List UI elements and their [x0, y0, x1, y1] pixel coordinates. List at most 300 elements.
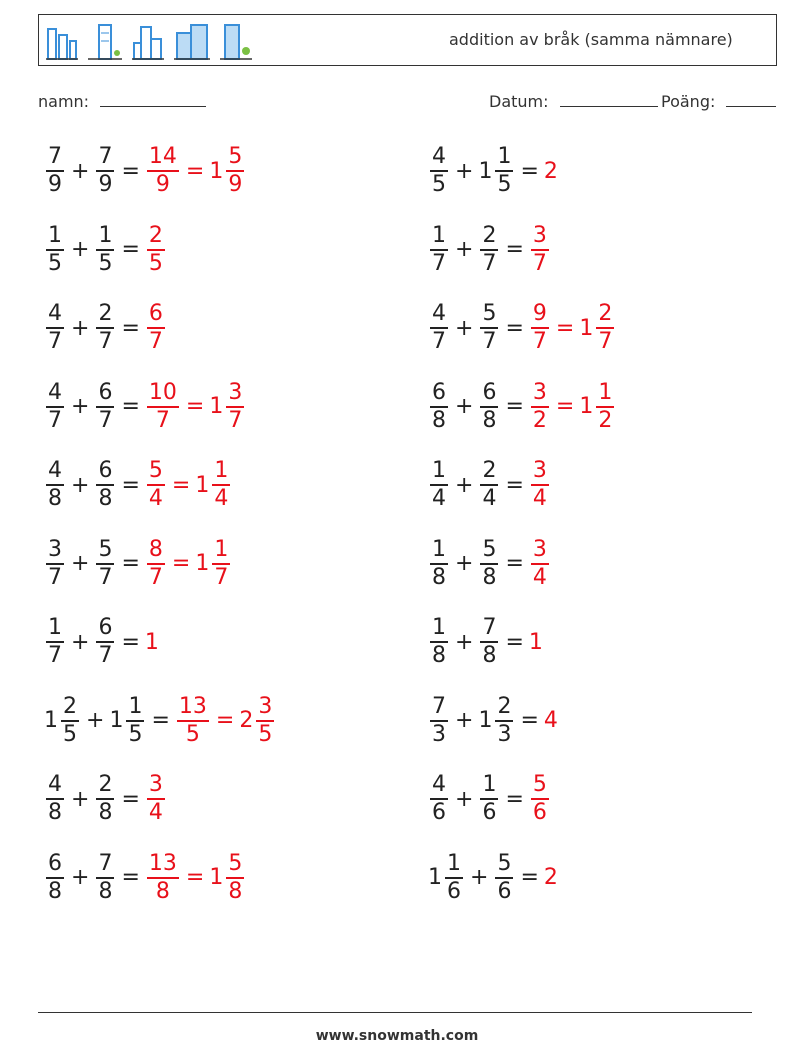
number	[94, 223, 116, 277]
numerator: 1	[447, 850, 461, 876]
problem-11	[44, 534, 232, 594]
denominator: 7	[98, 329, 113, 354]
denominator: 2	[598, 407, 613, 433]
answer	[145, 772, 167, 826]
fraction	[480, 458, 498, 512]
number	[94, 380, 116, 434]
problem-12	[428, 534, 551, 594]
denominator: 7	[48, 329, 62, 354]
building-icon-2	[87, 21, 123, 61]
equals-sign: =	[505, 394, 524, 419]
fraction	[480, 772, 498, 826]
fraction	[46, 301, 64, 355]
fraction	[531, 772, 549, 826]
denominator: 7	[532, 250, 547, 276]
number	[428, 223, 450, 277]
plus-sign: +	[71, 865, 90, 890]
numerator: 5	[228, 850, 243, 876]
fraction	[430, 458, 448, 512]
denominator: 8	[482, 643, 497, 668]
number	[428, 615, 450, 669]
numerator: 4	[432, 772, 446, 797]
fraction	[256, 694, 274, 748]
number	[145, 630, 160, 655]
numerator: 5	[532, 772, 547, 797]
problem-5	[44, 298, 167, 358]
number	[529, 537, 551, 591]
equals-sign: =	[555, 394, 575, 419]
equals-sign: =	[121, 786, 140, 812]
plus-sign: +	[455, 158, 474, 184]
number	[428, 458, 450, 512]
score-line	[726, 92, 776, 107]
equals-sign: =	[520, 708, 539, 733]
fraction	[46, 615, 64, 669]
numerator: 1	[98, 222, 113, 248]
whole-part: 1	[579, 315, 594, 341]
fraction	[212, 458, 230, 512]
plus-sign: +	[455, 629, 474, 655]
plus-sign: +	[455, 708, 474, 733]
problem-2	[428, 141, 559, 201]
number	[544, 159, 559, 184]
number	[493, 851, 515, 905]
number	[209, 851, 246, 905]
number	[94, 851, 116, 905]
footer-url: www.snowmath.com	[315, 1028, 479, 1044]
denominator: 7	[228, 407, 243, 433]
equals-sign: =	[171, 472, 191, 498]
equals-sign: =	[520, 865, 539, 890]
denominator: 7	[48, 564, 62, 590]
denominator: 2	[532, 407, 547, 433]
number	[175, 694, 211, 748]
plus-sign: +	[71, 394, 90, 419]
plus-sign: +	[71, 629, 90, 655]
numerator: 2	[98, 301, 113, 326]
numerator: 2	[98, 772, 113, 797]
denominator: 3	[497, 721, 512, 747]
number	[478, 301, 500, 355]
number	[44, 458, 66, 512]
denominator: 7	[598, 329, 613, 354]
fraction	[480, 301, 498, 355]
fraction	[430, 223, 448, 277]
numerator: 4	[48, 301, 62, 326]
numerator: 5	[482, 536, 497, 562]
name-label: namn:	[38, 92, 90, 111]
fraction	[430, 537, 448, 591]
numerator: 1	[432, 458, 446, 483]
numerator: 7	[432, 693, 446, 719]
number	[145, 537, 167, 591]
answer	[145, 380, 246, 434]
date-field	[489, 92, 658, 111]
answer	[529, 380, 616, 434]
denominator: 4	[148, 800, 163, 825]
whole-part: 1	[144, 629, 159, 655]
number	[44, 380, 66, 434]
answer	[544, 708, 559, 733]
denominator: 5	[497, 172, 512, 197]
numerator: 3	[228, 379, 243, 405]
number	[145, 458, 167, 512]
whole-part: 1	[44, 708, 58, 733]
fraction	[430, 615, 448, 669]
number	[44, 301, 66, 355]
numerator: 2	[482, 458, 497, 483]
numerator: 3	[48, 536, 62, 562]
numerator: 10	[148, 379, 177, 405]
denominator: 8	[48, 800, 62, 825]
number	[529, 630, 544, 655]
plus-sign: +	[455, 315, 474, 341]
numerator: 9	[532, 301, 547, 326]
fraction	[96, 144, 114, 198]
plus-sign: +	[86, 708, 105, 733]
number	[428, 694, 450, 748]
numerator: 4	[48, 379, 62, 405]
whole-part: 2	[543, 158, 558, 184]
numerator: 4	[48, 458, 62, 483]
number	[428, 537, 450, 591]
denominator: 6	[432, 800, 446, 825]
denominator: 8	[155, 878, 170, 904]
denominator: 5	[258, 721, 273, 747]
fraction	[46, 380, 64, 434]
fraction	[212, 537, 230, 591]
whole-part: 1	[209, 394, 224, 419]
numerator: 7	[48, 144, 62, 169]
denominator: 7	[148, 564, 163, 590]
answer	[145, 144, 246, 198]
denominator: 7	[214, 564, 229, 590]
denominator: 7	[532, 329, 547, 354]
denominator: 8	[48, 878, 62, 904]
worksheet-title: addition av bråk (samma nämnare)	[449, 30, 733, 49]
numerator: 7	[98, 144, 113, 169]
whole-part: 2	[543, 865, 558, 890]
numerator: 1	[598, 379, 613, 405]
problem-3	[44, 220, 167, 280]
denominator: 7	[482, 329, 497, 354]
denominator: 4	[532, 486, 547, 511]
fraction	[531, 223, 549, 277]
denominator: 6	[482, 800, 497, 825]
numerator: 5	[482, 301, 497, 326]
fraction	[46, 144, 64, 198]
denominator: 5	[128, 721, 143, 747]
number	[428, 851, 465, 905]
number	[478, 144, 515, 198]
denominator: 7	[432, 329, 446, 354]
number	[529, 223, 551, 277]
fraction	[46, 223, 64, 277]
whole-part: 1	[478, 708, 493, 733]
equals-sign: =	[121, 472, 140, 498]
numerator: 6	[98, 615, 113, 640]
number	[94, 615, 116, 669]
numerator: 3	[532, 458, 547, 483]
building-icon-5	[219, 21, 253, 61]
numerator: 3	[258, 693, 273, 719]
fraction	[96, 772, 114, 826]
denominator: 5	[98, 250, 113, 276]
date-line	[560, 92, 658, 107]
denominator: 7	[148, 329, 163, 354]
fraction	[531, 301, 549, 355]
whole-part: 1	[209, 865, 224, 890]
equals-sign: =	[171, 551, 191, 576]
numerator: 2	[63, 693, 77, 719]
numerator: 5	[98, 536, 113, 562]
answer	[529, 301, 616, 355]
denominator: 8	[482, 564, 497, 590]
number	[145, 144, 181, 198]
plus-sign: +	[71, 315, 90, 341]
denominator: 9	[228, 172, 243, 197]
fraction	[226, 144, 244, 198]
denominator: 8	[98, 878, 113, 904]
worksheet-header	[38, 14, 777, 66]
denominator: 7	[482, 250, 497, 276]
fraction	[96, 301, 114, 355]
plus-sign: +	[470, 865, 489, 890]
problem-9	[44, 455, 232, 515]
fraction	[226, 851, 244, 905]
equals-sign: =	[505, 237, 524, 262]
denominator: 6	[497, 878, 512, 904]
problem-19	[44, 848, 246, 908]
number	[544, 708, 559, 733]
fraction	[531, 458, 549, 512]
number	[145, 223, 167, 277]
problem-20	[428, 848, 559, 908]
number	[478, 537, 500, 591]
fraction	[147, 223, 165, 277]
numerator: 3	[532, 379, 547, 405]
number	[428, 772, 450, 826]
fraction	[226, 380, 244, 434]
denominator: 7	[155, 407, 170, 433]
denominator: 8	[432, 643, 446, 668]
numerator: 1	[432, 615, 446, 640]
equals-sign: =	[505, 315, 524, 341]
score-label: Poäng:	[661, 92, 716, 111]
number	[579, 301, 616, 355]
score-field	[661, 92, 776, 111]
fraction	[480, 380, 498, 434]
plus-sign: +	[71, 551, 90, 576]
equals-sign: =	[121, 865, 140, 890]
equals-sign: =	[151, 708, 170, 733]
fraction	[480, 223, 498, 277]
whole-part: 1	[528, 629, 543, 655]
number	[44, 223, 66, 277]
number	[239, 694, 276, 748]
fraction	[147, 380, 179, 434]
denominator: 5	[148, 250, 163, 276]
fraction	[445, 851, 463, 905]
number	[529, 380, 551, 434]
denominator: 4	[214, 486, 229, 511]
number	[478, 615, 500, 669]
number	[145, 772, 167, 826]
number	[544, 865, 559, 890]
problem-6	[428, 298, 616, 358]
equals-sign: =	[185, 394, 205, 419]
fraction	[430, 301, 448, 355]
plus-sign: +	[455, 551, 474, 576]
name-field	[38, 92, 206, 111]
numerator: 14	[148, 144, 177, 169]
number	[94, 301, 116, 355]
number	[195, 537, 232, 591]
problem-10	[428, 455, 551, 515]
equals-sign: =	[505, 629, 524, 655]
fraction	[46, 772, 64, 826]
numerator: 6	[98, 379, 113, 405]
number	[44, 144, 66, 198]
denominator: 7	[98, 564, 113, 590]
numerator: 1	[482, 772, 497, 797]
fraction	[147, 851, 179, 905]
answer	[544, 159, 559, 184]
building-icon-4	[173, 21, 211, 61]
numerator: 7	[482, 615, 497, 640]
number	[145, 301, 167, 355]
numerator: 6	[432, 379, 446, 405]
number	[94, 537, 116, 591]
number	[529, 772, 551, 826]
numerator: 13	[148, 850, 177, 876]
whole-part: 2	[239, 708, 254, 733]
denominator: 6	[447, 878, 461, 904]
fraction	[147, 537, 165, 591]
denominator: 8	[482, 407, 497, 433]
header-icons	[45, 21, 253, 61]
whole-part: 1	[478, 158, 493, 184]
fraction	[96, 851, 114, 905]
numerator: 13	[178, 693, 207, 719]
plus-sign: +	[71, 472, 90, 498]
numerator: 1	[48, 222, 62, 248]
answer	[529, 630, 544, 655]
equals-sign: =	[215, 708, 235, 733]
plus-sign: +	[71, 786, 90, 812]
fraction	[46, 458, 64, 512]
denominator: 8	[432, 407, 446, 433]
numerator: 1	[497, 144, 512, 169]
answer	[529, 537, 551, 591]
fraction	[96, 615, 114, 669]
fraction	[495, 694, 513, 748]
number	[209, 144, 246, 198]
equals-sign: =	[121, 237, 140, 262]
number	[44, 615, 66, 669]
equals-sign: =	[121, 315, 140, 341]
problem-18	[428, 769, 551, 829]
answer	[529, 772, 551, 826]
fraction	[46, 851, 64, 905]
fraction	[531, 537, 549, 591]
problem-4	[428, 220, 551, 280]
number	[478, 694, 515, 748]
denominator: 7	[98, 407, 113, 433]
answer	[145, 537, 232, 591]
equals-sign: =	[505, 472, 524, 498]
problem-7	[44, 377, 246, 437]
name-line	[100, 92, 206, 107]
number	[94, 458, 116, 512]
answer	[145, 223, 167, 277]
numerator: 2	[148, 222, 163, 248]
denominator: 9	[48, 172, 62, 197]
number	[478, 380, 500, 434]
denominator: 7	[98, 643, 113, 668]
problem-17	[44, 769, 167, 829]
plus-sign: +	[455, 472, 474, 498]
denominator: 6	[532, 800, 547, 825]
numerator: 5	[228, 144, 243, 169]
numerator: 1	[214, 458, 229, 483]
denominator: 8	[228, 878, 243, 904]
number	[428, 380, 450, 434]
whole-part: 1	[209, 158, 224, 184]
numerator: 6	[98, 458, 113, 483]
fraction	[96, 458, 114, 512]
plus-sign: +	[455, 786, 474, 812]
number	[478, 772, 500, 826]
number	[478, 223, 500, 277]
fraction	[480, 537, 498, 591]
equals-sign: =	[520, 158, 539, 184]
answer	[145, 458, 232, 512]
number	[94, 144, 116, 198]
number	[529, 301, 551, 355]
numerator: 6	[482, 379, 497, 405]
denominator: 7	[48, 643, 62, 668]
equals-sign: =	[121, 551, 140, 576]
numerator: 2	[598, 301, 613, 326]
whole-part: 4	[543, 708, 558, 733]
numerator: 2	[482, 222, 497, 248]
denominator: 4	[532, 564, 547, 590]
number	[428, 301, 450, 355]
numerator: 7	[98, 850, 113, 876]
numerator: 1	[432, 222, 446, 248]
plus-sign: +	[71, 237, 90, 262]
denominator: 8	[98, 486, 113, 511]
numerator: 3	[532, 536, 547, 562]
fraction	[596, 301, 614, 355]
fraction	[96, 223, 114, 277]
denominator: 8	[98, 800, 113, 825]
date-label: Datum:	[489, 92, 549, 111]
numerator: 4	[432, 301, 446, 326]
building-icon-1	[45, 21, 79, 61]
numerator: 6	[148, 301, 163, 326]
numerator: 4	[48, 772, 62, 797]
numerator: 4	[432, 144, 446, 169]
whole-part: 1	[428, 865, 442, 890]
numerator: 3	[532, 222, 547, 248]
fraction	[531, 380, 549, 434]
numerator: 1	[48, 615, 62, 640]
fraction	[480, 615, 498, 669]
plus-sign: +	[455, 394, 474, 419]
equals-sign: =	[185, 158, 205, 184]
